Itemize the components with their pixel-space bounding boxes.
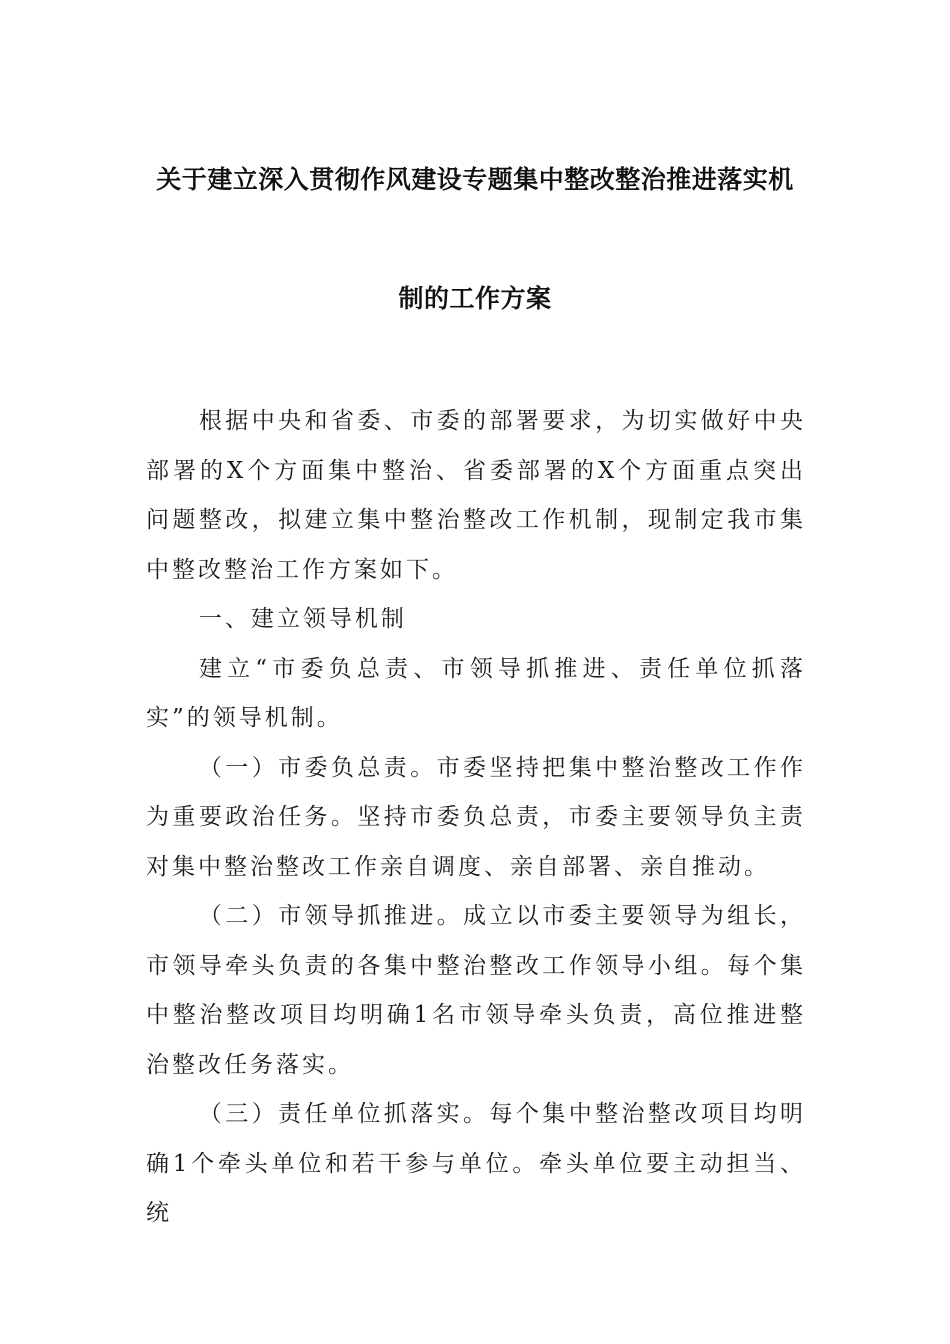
paragraph-item-2: （二）市领导抓推进。成立以市委主要领导为组长，市领导牵头负责的各集中整治整改工作领导小组。每个集中整治整改项目均明确1名市领导牵头负责，高位推进整治整改任务落实。	[146, 903, 806, 1078]
section-heading-1: 一、建立领导机制	[198, 606, 407, 632]
document-body	[146, 397, 806, 1239]
paragraph-intro: 根据中央和省委、市委的部署要求，为切实做好中央部署的X个方面集中整治、省委部署的X个方面重点突出问题整改，拟建立集中整治整改工作机制，现制定我市集中整改整治工作方案如下。	[146, 408, 806, 583]
document-title-line-2: 制的工作方案	[398, 284, 552, 313]
paragraph-leadership-mechanism: 建立“市委负总责、市领导抓推进、责任单位抓落实”的领导机制。	[146, 655, 806, 731]
paragraph-item-1: （一）市委负总责。市委坚持把集中整治整改工作作为重要政治任务。坚持市委负总责，市委主要领导负主责对集中整治整改工作亲自调度、亲自部署、亲自推动。	[146, 754, 806, 880]
document-title-line-1: 关于建立深入贯彻作风建设专题集中整改整治推进落实机	[156, 165, 794, 194]
paragraph-item-3: （三）责任单位抓落实。每个集中整治整改项目均明确1个牵头单位和若干参与单位。牵头单位要主动担当、统	[146, 1101, 806, 1226]
